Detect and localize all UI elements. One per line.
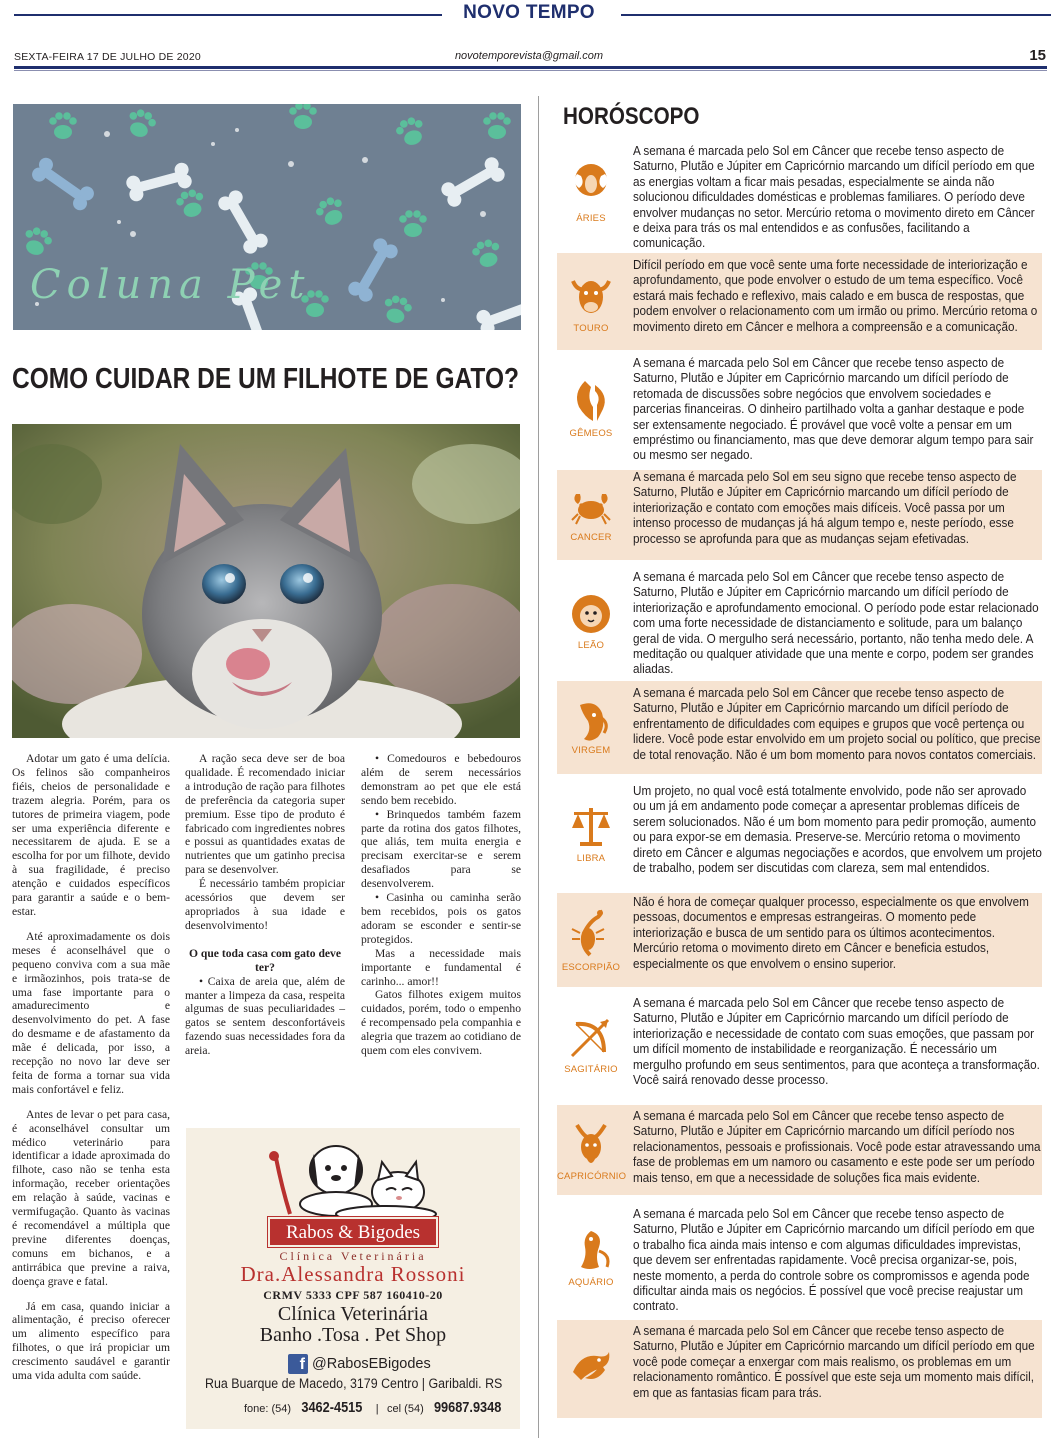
- virgo-maiden-icon: [557, 699, 625, 745]
- cel-label: cel (54): [387, 1403, 424, 1415]
- sign-name: ÁRIES: [576, 213, 606, 224]
- article-headline: COMO CUIDAR DE UM FILHOTE DE GATO?: [12, 363, 519, 395]
- horoscope-sign-libra: [557, 780, 1042, 888]
- phone-label: fone: (54): [244, 1403, 292, 1415]
- horoscope-sign-gemini: [557, 355, 1042, 467]
- contact-email: novotemporevista@gmail.com: [454, 50, 604, 62]
- facebook-icon: f: [288, 1354, 308, 1374]
- sign-text: A semana é marcada pelo Sol em Câncer que recebe tenso aspecto de Saturno, Plutão e Júpiter em Capricórnio marcando um difícil período de interiorização e necessidade de contato com suas emoções, que passam por um difícil momento de instabilidade e reorganização. É necessário um mergulho profundo em seus sentimentos, para que aconteça a transformação. Você sairá renovado desse processo.: [633, 996, 1040, 1088]
- article-paragraph: • Casinha ou caminha serão bem recebidos, pois os gatos adoram se esconder e sentir-se protegidos.: [361, 891, 521, 946]
- phone-number: 3462-4515: [300, 1399, 362, 1416]
- sign-text: A semana é marcada pelo Sol em seu signo que recebe tenso aspecto de Saturno, Plutão e Júpiter em Capricórnio marcando um difícil período de interiorização e contato com emoções mais difíceis. Você passa por um intenso processo de mudanças já há algum tempo e, neste período, esse processo se aprofunda para que as mudanças sejam efetivadas.: [633, 470, 1017, 546]
- pisces-fish-icon: [557, 1342, 625, 1388]
- article-paragraph: • Caixa de areia que, além de manter a limpeza da casa, respeita algumas de suas peculiaridades – gatos se sentem desconfortáveis fazendo suas necessidades fora da areia.: [185, 974, 345, 1058]
- masthead-divider: [14, 66, 1047, 69]
- sign-name: AQUÁRIO: [568, 1277, 614, 1288]
- horoscope-sign-virgo: [557, 681, 1042, 774]
- sign-name: LIBRA: [576, 853, 606, 864]
- social-handle-text: @RabosEBigodes: [312, 1355, 431, 1372]
- page-number: 15: [1029, 47, 1046, 64]
- clinic-logo-subtitle: Clínica Veterinária: [279, 1249, 427, 1263]
- horoscope-sign-taurus: [557, 253, 1042, 350]
- issue-date: SEXTA-FEIRA 17 DE JULHO DE 2020: [14, 51, 201, 63]
- aries-ram-icon: [557, 160, 625, 200]
- clinic-service-line-1: Clínica Veterinária: [277, 1303, 429, 1325]
- article-paragraph: Até aproximadamente os dois meses é aconselhável que o pequeno conviva com a sua mãe e irmãozinhos, pois trata-se de uma fase importante para o amadurecimento e desenvolvimento do pet. A fase do desmame e de afastamento da mãe é delicada, por isso, a recepção no novo lar deve ser feita de forma a tornar sua vida mais confortável e feliz.: [12, 929, 170, 1096]
- sign-name: LEÃO: [577, 640, 605, 651]
- horoscope-sign-aquarius: [557, 1207, 1042, 1315]
- sagittarius-bow-icon: [557, 1014, 625, 1060]
- sign-text: A semana é marcada pelo Sol em Câncer que recebe tenso aspecto de Saturno, Plutão e Júpiter em Capricórnio marcando um difícil período em que as energias voltam a ficar mais pesadas, especialmente se ainda não solucionou dificuldades domésticas e problemas familiares. O período deve envolver mudanças no setor. Mercúrio retoma o movimento direto em Câncer e deixa para trás os mal entendidos e as confusões, facilitando a comunicação.: [633, 144, 1035, 251]
- horoscope-sign-cancer: [557, 470, 1042, 560]
- article-column-2: [185, 752, 345, 1069]
- article-paragraph: Mas a necessidade mais importante e fundamental é carinho... amor!!: [361, 946, 521, 988]
- horoscope-sign-leo: [557, 566, 1042, 676]
- sign-text: A semana é marcada pelo Sol em Câncer que recebe tenso aspecto de Saturno, Plutão e Júpiter em Capricórnio marcando um difícil período em que o trabalho fica ainda mais intenso e com algumas dificuldades imprevistas, que devem ser enfrentadas rapidamente. Você precisa organizar-se, pois, neste momento, a perda do controle sobre os compromissos e agenda pode dificultar ainda mais os negócios. É possível que você precise reajustar um contrato.: [633, 1207, 1035, 1314]
- masthead-divider-thin: [14, 70, 1047, 71]
- article-paragraph: Gatos filhotes exigem muitos cuidados, porém, todo o empenho é recompensado pela companhia e alegria que trazem ao cotidiano de quem com eles convivem.: [361, 988, 521, 1058]
- sign-name: TOURO: [573, 323, 609, 334]
- capricorn-goat-icon: [557, 1121, 625, 1167]
- horoscope-sign-aries: [557, 140, 1042, 251]
- horoscope-sign-pisces: [557, 1320, 1042, 1418]
- cel-number: 99687.9348: [434, 1399, 502, 1416]
- sign-text: Não é hora de começar qualquer processo, especialmente os que envolvem pessoas, documentos e empresas estrangeiras. O momento pede interiorização e busca de um sentido para os últimos acontecimentos. Mercúrio retoma o movimento direto em Câncer e beneficia estudos, especialmente os que envolvem o ensino superior.: [633, 895, 1029, 971]
- scorpio-scorpion-icon: [557, 909, 625, 961]
- clinic-advertisement: [186, 1128, 520, 1429]
- article-paragraph: • Brinquedos também fazem parte da rotina dos gatos filhotes, que aliás, tem muita energia e precisam exercitar-se e serem desafiados para se desenvolverem.: [361, 807, 521, 891]
- sign-text: Difícil período em que você sente uma forte necessidade de interiorização e aprofundamento, que pode envolver o estudo de um tema específico. Você estará mais fechado e reflexivo, mais calado e em busca de respostas, que podem envolver o relacionamento com um irmão ou primo. Mercúrio retoma o movimento direto em Câncer e melhora a compreensão e a comunicação.: [633, 258, 1038, 334]
- clinic-logo-badge: [268, 1217, 438, 1247]
- cancer-crab-icon: [557, 486, 625, 526]
- libra-scales-icon: [557, 802, 625, 848]
- aquarius-water-bearer-icon: [557, 1227, 625, 1275]
- sign-name: VIRGEM: [571, 745, 611, 756]
- gemini-twins-icon: [557, 377, 625, 423]
- sign-text: A semana é marcada pelo Sol em Câncer que recebe tenso aspecto de Saturno, Plutão e Júpiter em Capricórnio marcando um difícil período de retomada de discussões sobre negócios que envolvem sociedades e parcerias financeiras. O dinheiro partilhado volta a ganhar destaque e pode ser extensamente negociado. É provável que você volte a pensar em um empréstimo ou financiamento, mas que deve demorar algum tempo para sair ou mesmo ser negado.: [633, 356, 1034, 463]
- sign-text: A semana é marcada pelo Sol em Câncer que recebe tenso aspecto de Saturno, Plutão e Júpiter em Capricórnio marcando um difícil período de interiorização e aprofundamento emocional. O período pode estar relacionado com uma forte necessidade de distanciamento e solitude, para um balanço geral de vida. O mergulho será necessário, portanto, não tenha medo dele. A meditação ou qualquer atividade que una mente e corpo, podem ser grandes aliadas.: [633, 570, 1039, 677]
- doctor-registration: CRMV 5333 CPF 587 160410-20: [263, 1288, 443, 1302]
- sign-text: Um projeto, no qual você está totalmente envolvido, pode não ser aprovado ou um já em andamento pode começar a apresentar problemas difíceis de serem solucionados. Não é um bom momento para pedir promoção, aumento ou para expor-se em demasia. Preserve-se. Mercúrio retoma o movimento direto em Câncer e algumas negociações e acordos, que envolvem um projeto de trabalho, podem ser discutidas com clareza, sem mal entendidos.: [633, 784, 1042, 876]
- article-column-3: [361, 752, 521, 1069]
- horoscope-sign-sagittarius: [557, 992, 1042, 1100]
- kitten-photo: [12, 424, 520, 738]
- article-paragraph: Já em casa, quando iniciar a alimentação, é preciso oferecer um alimento específico para filhotes, o que irá propiciar um crescimento saudável e garantir uma vida adulta com saúde.: [12, 1299, 170, 1383]
- sign-name: ESCORPIÃO: [561, 962, 621, 973]
- sign-name: CAPRICÓRNIO: [557, 1171, 627, 1182]
- leo-lion-icon: [557, 592, 625, 638]
- horoscope-sign-scorpio: [557, 893, 1042, 987]
- article-column-1: [12, 752, 170, 1394]
- clinic-logo-text: Rabos & Bigodes: [285, 1222, 421, 1243]
- taurus-bull-icon: [557, 273, 625, 317]
- column-divider: [538, 96, 539, 1438]
- sign-text: A semana é marcada pelo Sol em Câncer que recebe tenso aspecto de Saturno, Plutão e Júpiter em Capricórnio marcando um difícil período de enfrentamento de dificuldades com equipes e grupos que você pertença ou lidere. Você pode estar envolvido em um projeto social ou político, que precise de total renovação. Não é um bom momento para novos contatos comerciais.: [633, 686, 1041, 762]
- sign-name: CANCER: [570, 532, 612, 543]
- sign-text: A semana é marcada pelo Sol em Câncer que recebe tenso aspecto de Saturno, Plutão e Júpiter em Capricórnio marcando um difícil período nos relacionamentos, pessoais e profissionais. Você pode estar atravessando uma fase de problemas em um namoro ou casamento e este pode ser um período mais tenso, em que a necessidade de soluções fica mais evidente.: [633, 1109, 1041, 1185]
- horoscope-sign-capricorn: [557, 1105, 1042, 1195]
- article-paragraph: Antes de levar o pet para casa, é aconselhável consultar um médico veterinário para identificar a idade aproximada do filhote, caso não se tenha esta informação, receber orientações em relação à saúde, vacinas e vermifugação. Quanto às vacinas é recomendável a múltipla que previne diferentes doenças, comuns em bichanos, e a antirrábica que previne a raiva, doença grave e fatal.: [12, 1107, 170, 1288]
- doctor-name: Dra.Alessandra Rossoni: [240, 1262, 466, 1286]
- sign-text: A semana é marcada pelo Sol em Câncer que recebe tenso aspecto de Saturno, Plutão e Júpiter em Capricórnio marcando um difícil período em que você pode começar a enxergar com mais realismo, os problemas em um relacionamento romântico. É possível que este seja um momento mais difícil, em que as fantasias ficam para trás.: [633, 1324, 1035, 1400]
- article-paragraph: É necessário também propiciar acessórios que devem ser apropriados à sua idade e desenvolvimento!: [185, 877, 345, 932]
- social-handle: [288, 1354, 431, 1374]
- article-paragraph: A ração seca deve ser de boa qualidade. É recomendado iniciar a introdução de ração para filhotes de preferência da categoria super premium. Esse tipo de produto é fabricado com ingredientes nobres e possui as quantidades exatas de nutrientes que um gatinho precisa para se desenvolver.: [185, 752, 345, 877]
- article-subhead: O que toda casa com gato deve ter?: [189, 946, 341, 974]
- article-paragraph: Adotar um gato é uma delícia. Os felinos são companheiros fiéis, cheios de personalidade e trazem alegria. Porém, para os tutores de primeira viagem, pode ser uma experiência diferente e necessitarem de ajuda. E se a escolha for por um filhote, devido à sua fragilidade, é preciso atenção e cuidados específicos para garantir a saúde e o bem-estar.: [12, 752, 170, 918]
- article-paragraph: • Comedouros e bebedouros além de serem necessários demonstram ao pet que ele está sendo bem recebido.: [361, 752, 521, 807]
- sign-name: GÊMEOS: [569, 428, 613, 439]
- clinic-phones: fone: (54) 3462-4515 | cel (54) 99687.9348: [244, 1399, 502, 1416]
- dog-and-cat-logo-icon: [186, 1128, 520, 1220]
- horoscope-title: HORÓSCOPO: [563, 103, 700, 130]
- sign-name: SAGITÁRIO: [564, 1064, 618, 1075]
- kitten-illustration: [12, 424, 520, 738]
- masthead-title: NOVO TEMPO: [463, 2, 595, 23]
- masthead-rule-right: [621, 14, 1051, 16]
- clinic-address: Rua Buarque de Macedo, 3179 Centro | Garibaldi. RS: [205, 1376, 503, 1391]
- clinic-service-line-2: Banho .Tosa . Pet Shop: [259, 1324, 447, 1346]
- banner-title: Coluna Pet: [30, 262, 311, 308]
